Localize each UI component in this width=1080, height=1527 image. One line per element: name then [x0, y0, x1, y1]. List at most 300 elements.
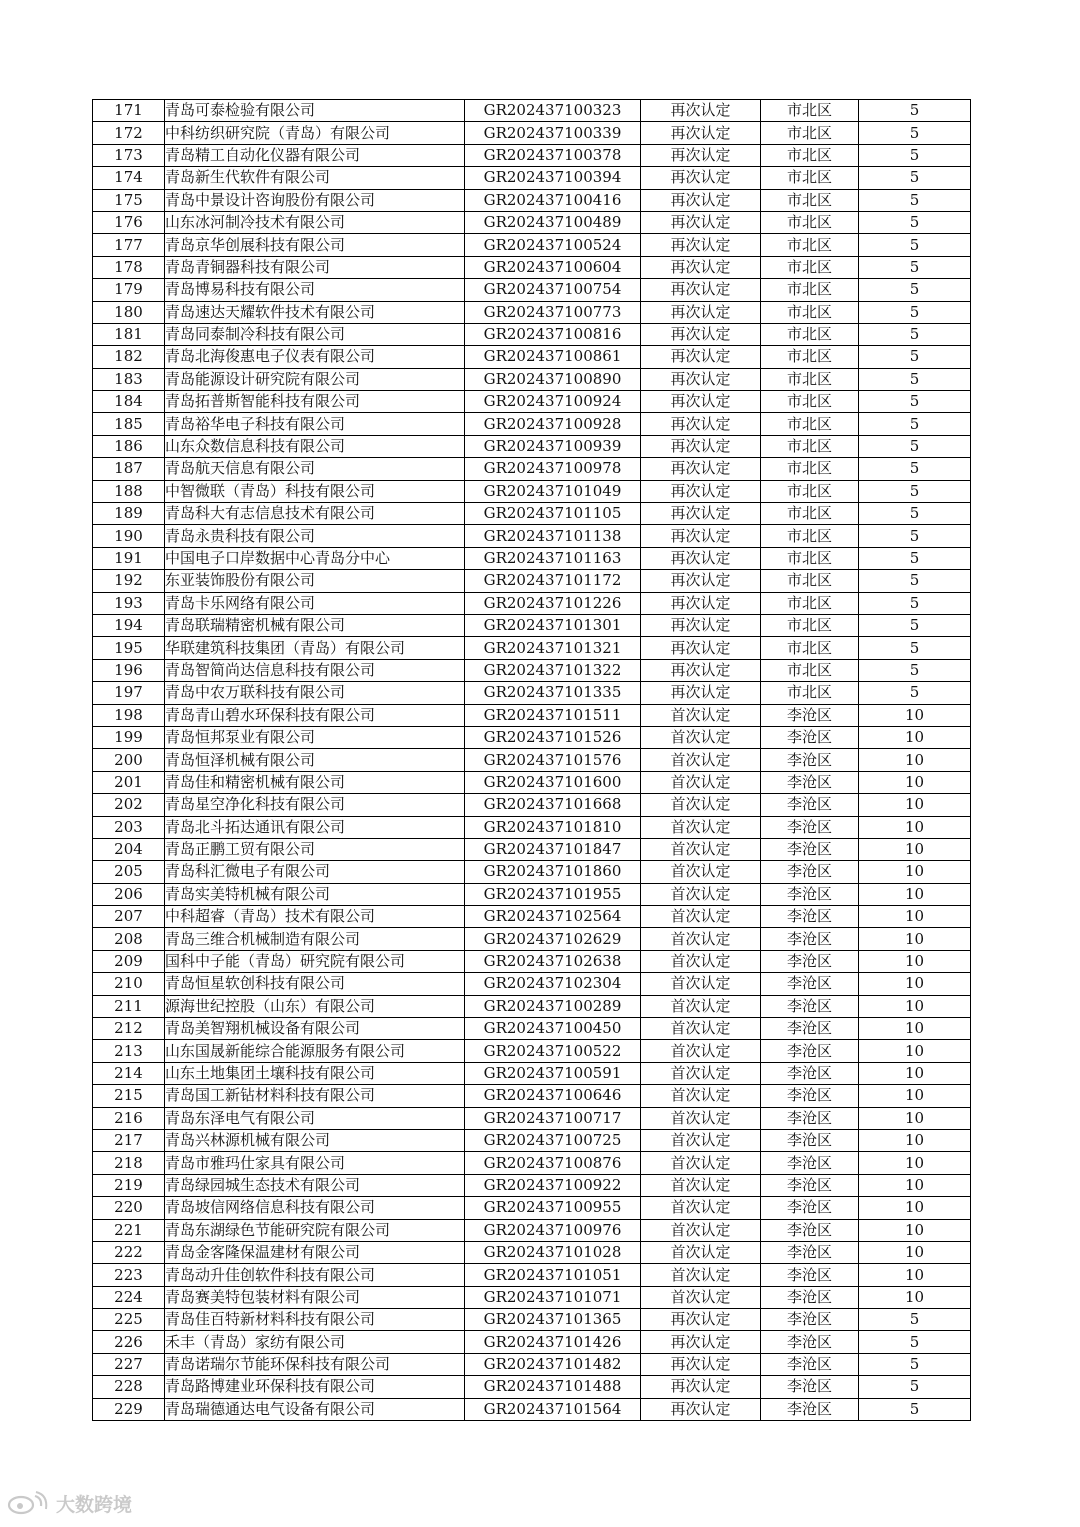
- table-row: [93, 346, 971, 368]
- table-row: [93, 1264, 971, 1286]
- certificate-number-cell: GR202437101482: [465, 1353, 641, 1375]
- table-row: [93, 1129, 971, 1151]
- district-cell: 李沧区: [761, 1018, 859, 1040]
- district-cell: 市北区: [761, 480, 859, 502]
- company-name-cell: 青岛智简尚达信息科技有限公司: [165, 659, 465, 681]
- district-cell: 李沧区: [761, 1398, 859, 1420]
- company-name-cell: 青岛青铜器科技有限公司: [165, 256, 465, 278]
- district-cell: 李沧区: [761, 1264, 859, 1286]
- certification-type-cell: 再次认定: [641, 1376, 761, 1398]
- certificate-number-cell: GR202437100939: [465, 435, 641, 457]
- district-cell: 李沧区: [761, 1174, 859, 1196]
- certification-type-cell: 再次认定: [641, 413, 761, 435]
- table-row: [93, 950, 971, 972]
- score-cell: 10: [859, 1152, 971, 1174]
- score-cell: 5: [859, 391, 971, 413]
- certificate-number-cell: GR202437100646: [465, 1085, 641, 1107]
- district-cell: 市北区: [761, 659, 859, 681]
- certification-type-cell: 首次认定: [641, 861, 761, 883]
- table-row: [93, 413, 971, 435]
- certification-type-cell: 再次认定: [641, 301, 761, 323]
- score-cell: 5: [859, 1331, 971, 1353]
- district-cell: 李沧区: [761, 704, 859, 726]
- score-cell: 5: [859, 100, 971, 122]
- table-row: [93, 816, 971, 838]
- company-name-cell: 青岛佳百特新材料科技有限公司: [165, 1309, 465, 1331]
- certificate-number-cell: GR202437100978: [465, 458, 641, 480]
- certification-type-cell: 首次认定: [641, 1107, 761, 1129]
- table-row: [93, 458, 971, 480]
- table-row: [93, 1309, 971, 1331]
- company-name-cell: 青岛绿园城生态技术有限公司: [165, 1174, 465, 1196]
- certificate-number-cell: GR202437100604: [465, 256, 641, 278]
- row-number-cell: 209: [93, 950, 165, 972]
- certificate-number-cell: GR202437101049: [465, 480, 641, 502]
- score-cell: 10: [859, 906, 971, 928]
- row-number-cell: 174: [93, 167, 165, 189]
- score-cell: 5: [859, 144, 971, 166]
- district-cell: 市北区: [761, 256, 859, 278]
- score-cell: 5: [859, 413, 971, 435]
- score-cell: 10: [859, 1219, 971, 1241]
- certification-type-cell: 再次认定: [641, 1309, 761, 1331]
- table-row: [93, 838, 971, 860]
- row-number-cell: 195: [93, 637, 165, 659]
- score-cell: 10: [859, 1040, 971, 1062]
- certificate-number-cell: GR202437100394: [465, 167, 641, 189]
- certification-type-cell: 再次认定: [641, 458, 761, 480]
- certificate-number-cell: GR202437101028: [465, 1241, 641, 1263]
- company-name-cell: 东亚装饰股份有限公司: [165, 570, 465, 592]
- certification-type-cell: 首次认定: [641, 883, 761, 905]
- certificate-number-cell: GR202437100323: [465, 100, 641, 122]
- row-number-cell: 208: [93, 928, 165, 950]
- table-row: [93, 234, 971, 256]
- weibo-logo-icon: [6, 1490, 52, 1516]
- certification-type-cell: 首次认定: [641, 1219, 761, 1241]
- certificate-number-cell: GR202437100955: [465, 1197, 641, 1219]
- score-cell: 10: [859, 1174, 971, 1196]
- district-cell: 市北区: [761, 570, 859, 592]
- company-name-cell: 青岛科大有志信息技术有限公司: [165, 503, 465, 525]
- district-cell: 市北区: [761, 637, 859, 659]
- certificate-number-cell: GR202437101226: [465, 592, 641, 614]
- table-row: [93, 167, 971, 189]
- score-cell: 5: [859, 1376, 971, 1398]
- row-number-cell: 216: [93, 1107, 165, 1129]
- certificate-number-cell: GR202437100591: [465, 1062, 641, 1084]
- table-row: [93, 435, 971, 457]
- table-row: [93, 614, 971, 636]
- district-cell: 市北区: [761, 301, 859, 323]
- certification-type-cell: 再次认定: [641, 659, 761, 681]
- score-cell: 5: [859, 637, 971, 659]
- company-name-cell: 青岛金客隆保温建材有限公司: [165, 1241, 465, 1263]
- table-row: [93, 861, 971, 883]
- row-number-cell: 202: [93, 794, 165, 816]
- district-cell: 市北区: [761, 122, 859, 144]
- certification-type-cell: 再次认定: [641, 122, 761, 144]
- row-number-cell: 197: [93, 682, 165, 704]
- table-row: [93, 1219, 971, 1241]
- certificate-number-cell: GR202437101426: [465, 1331, 641, 1353]
- certification-type-cell: 首次认定: [641, 1062, 761, 1084]
- row-number-cell: 176: [93, 211, 165, 233]
- certificate-number-cell: GR202437100289: [465, 995, 641, 1017]
- row-number-cell: 203: [93, 816, 165, 838]
- company-name-cell: 青岛国工新钻材料科技有限公司: [165, 1085, 465, 1107]
- district-cell: 李沧区: [761, 1331, 859, 1353]
- row-number-cell: 224: [93, 1286, 165, 1308]
- score-cell: 5: [859, 167, 971, 189]
- company-name-cell: 山东冰河制冷技术有限公司: [165, 211, 465, 233]
- certificate-number-cell: GR202437101365: [465, 1309, 641, 1331]
- score-cell: 10: [859, 794, 971, 816]
- company-name-cell: 青岛实美特机械有限公司: [165, 883, 465, 905]
- company-name-cell: 青岛科汇微电子有限公司: [165, 861, 465, 883]
- company-name-cell: 中科纺织研究院（青岛）有限公司: [165, 122, 465, 144]
- district-cell: 李沧区: [761, 1152, 859, 1174]
- score-cell: 5: [859, 682, 971, 704]
- company-name-cell: 青岛青山碧水环保科技有限公司: [165, 704, 465, 726]
- certification-type-cell: 首次认定: [641, 1040, 761, 1062]
- score-cell: 10: [859, 950, 971, 972]
- district-cell: 市北区: [761, 458, 859, 480]
- certificate-number-cell: GR202437100976: [465, 1219, 641, 1241]
- row-number-cell: 220: [93, 1197, 165, 1219]
- certification-type-cell: 首次认定: [641, 1197, 761, 1219]
- district-cell: 市北区: [761, 592, 859, 614]
- row-number-cell: 172: [93, 122, 165, 144]
- table-row: [93, 525, 971, 547]
- district-cell: 李沧区: [761, 950, 859, 972]
- certification-type-cell: 再次认定: [641, 234, 761, 256]
- district-cell: 市北区: [761, 525, 859, 547]
- district-cell: 市北区: [761, 211, 859, 233]
- district-cell: 市北区: [761, 167, 859, 189]
- row-number-cell: 178: [93, 256, 165, 278]
- certificate-number-cell: GR202437101138: [465, 525, 641, 547]
- score-cell: 10: [859, 995, 971, 1017]
- company-name-cell: 青岛北斗拓达通讯有限公司: [165, 816, 465, 838]
- row-number-cell: 198: [93, 704, 165, 726]
- certification-type-cell: 再次认定: [641, 323, 761, 345]
- score-cell: 5: [859, 458, 971, 480]
- district-cell: 李沧区: [761, 838, 859, 860]
- score-cell: 10: [859, 1085, 971, 1107]
- certificate-number-cell: GR202437100928: [465, 413, 641, 435]
- district-cell: 李沧区: [761, 883, 859, 905]
- certification-type-cell: 再次认定: [641, 1398, 761, 1420]
- certification-type-cell: 再次认定: [641, 1353, 761, 1375]
- table-row: [93, 726, 971, 748]
- certificate-number-cell: GR202437101526: [465, 726, 641, 748]
- district-cell: 李沧区: [761, 794, 859, 816]
- certification-type-cell: 再次认定: [641, 189, 761, 211]
- table-row: [93, 592, 971, 614]
- score-cell: 10: [859, 704, 971, 726]
- district-cell: 李沧区: [761, 973, 859, 995]
- row-number-cell: 193: [93, 592, 165, 614]
- row-number-cell: 173: [93, 144, 165, 166]
- certificate-number-cell: GR202437100339: [465, 122, 641, 144]
- company-name-cell: 华联建筑科技集团（青岛）有限公司: [165, 637, 465, 659]
- company-name-cell: 青岛赛美特包装材料有限公司: [165, 1286, 465, 1308]
- district-cell: 李沧区: [761, 906, 859, 928]
- row-number-cell: 194: [93, 614, 165, 636]
- certificate-number-cell: GR202437101576: [465, 749, 641, 771]
- table-row: [93, 682, 971, 704]
- certificate-number-cell: GR202437101163: [465, 547, 641, 569]
- certificate-number-cell: GR202437101105: [465, 503, 641, 525]
- certification-type-cell: 再次认定: [641, 1331, 761, 1353]
- score-cell: 5: [859, 323, 971, 345]
- company-name-cell: 青岛航天信息有限公司: [165, 458, 465, 480]
- district-cell: 李沧区: [761, 1286, 859, 1308]
- certificate-number-cell: GR202437101322: [465, 659, 641, 681]
- table-row: [93, 1353, 971, 1375]
- score-cell: 10: [859, 1107, 971, 1129]
- row-number-cell: 211: [93, 995, 165, 1017]
- certificate-number-cell: GR202437100816: [465, 323, 641, 345]
- certification-type-cell: 再次认定: [641, 503, 761, 525]
- score-cell: 10: [859, 771, 971, 793]
- district-cell: 市北区: [761, 234, 859, 256]
- row-number-cell: 210: [93, 973, 165, 995]
- company-name-cell: 青岛能源设计研究院有限公司: [165, 368, 465, 390]
- score-cell: 5: [859, 301, 971, 323]
- table-row: [93, 391, 971, 413]
- district-cell: 李沧区: [761, 1219, 859, 1241]
- district-cell: 市北区: [761, 503, 859, 525]
- company-name-cell: 山东国晟新能综合能源服务有限公司: [165, 1040, 465, 1062]
- row-number-cell: 187: [93, 458, 165, 480]
- score-cell: 5: [859, 570, 971, 592]
- score-cell: 5: [859, 614, 971, 636]
- company-name-cell: 青岛博易科技有限公司: [165, 279, 465, 301]
- company-name-cell: 青岛星空净化科技有限公司: [165, 794, 465, 816]
- certificate-number-cell: GR202437101564: [465, 1398, 641, 1420]
- row-number-cell: 212: [93, 1018, 165, 1040]
- score-cell: 5: [859, 189, 971, 211]
- score-cell: 5: [859, 592, 971, 614]
- district-cell: 李沧区: [761, 1040, 859, 1062]
- score-cell: 5: [859, 279, 971, 301]
- district-cell: 李沧区: [761, 1353, 859, 1375]
- certification-type-cell: 首次认定: [641, 973, 761, 995]
- company-name-cell: 青岛联瑞精密机械有限公司: [165, 614, 465, 636]
- company-name-cell: 国科中子能（青岛）研究院有限公司: [165, 950, 465, 972]
- score-cell: 10: [859, 838, 971, 860]
- row-number-cell: 171: [93, 100, 165, 122]
- score-cell: 5: [859, 525, 971, 547]
- table-row: [93, 1062, 971, 1084]
- company-name-cell: 中科超睿（青岛）技术有限公司: [165, 906, 465, 928]
- certificate-number-cell: GR202437100754: [465, 279, 641, 301]
- row-number-cell: 186: [93, 435, 165, 457]
- company-name-cell: 山东土地集团土壤科技有限公司: [165, 1062, 465, 1084]
- district-cell: 李沧区: [761, 1197, 859, 1219]
- company-name-cell: 青岛恒邦泵业有限公司: [165, 726, 465, 748]
- table-body: [93, 100, 971, 1421]
- table-row: [93, 1107, 971, 1129]
- district-cell: 李沧区: [761, 1107, 859, 1129]
- certification-type-cell: 再次认定: [641, 167, 761, 189]
- row-number-cell: 184: [93, 391, 165, 413]
- certification-type-cell: 再次认定: [641, 637, 761, 659]
- certification-type-cell: 首次认定: [641, 704, 761, 726]
- certificate-number-cell: GR202437101847: [465, 838, 641, 860]
- score-cell: 5: [859, 234, 971, 256]
- row-number-cell: 222: [93, 1241, 165, 1263]
- certification-type-cell: 首次认定: [641, 1085, 761, 1107]
- score-cell: 10: [859, 1264, 971, 1286]
- row-number-cell: 204: [93, 838, 165, 860]
- certification-type-cell: 首次认定: [641, 1241, 761, 1263]
- district-cell: 市北区: [761, 614, 859, 636]
- table-row: [93, 1174, 971, 1196]
- district-cell: 市北区: [761, 413, 859, 435]
- certification-type-cell: 首次认定: [641, 950, 761, 972]
- table-row: [93, 547, 971, 569]
- row-number-cell: 207: [93, 906, 165, 928]
- district-cell: 李沧区: [761, 995, 859, 1017]
- score-cell: 5: [859, 547, 971, 569]
- score-cell: 10: [859, 1129, 971, 1151]
- row-number-cell: 181: [93, 323, 165, 345]
- row-number-cell: 217: [93, 1129, 165, 1151]
- certificate-number-cell: GR202437101071: [465, 1286, 641, 1308]
- score-cell: 10: [859, 816, 971, 838]
- row-number-cell: 179: [93, 279, 165, 301]
- district-cell: 市北区: [761, 346, 859, 368]
- district-cell: 市北区: [761, 144, 859, 166]
- company-name-cell: 青岛可泰检验有限公司: [165, 100, 465, 122]
- score-cell: 10: [859, 1241, 971, 1263]
- company-name-cell: 青岛卡乐网络有限公司: [165, 592, 465, 614]
- row-number-cell: 223: [93, 1264, 165, 1286]
- company-name-cell: 青岛裕华电子科技有限公司: [165, 413, 465, 435]
- row-number-cell: 189: [93, 503, 165, 525]
- certification-type-cell: 首次认定: [641, 794, 761, 816]
- certificate-number-cell: GR202437100876: [465, 1152, 641, 1174]
- certificate-number-cell: GR202437101051: [465, 1264, 641, 1286]
- certification-type-cell: 再次认定: [641, 100, 761, 122]
- score-cell: 10: [859, 1062, 971, 1084]
- company-name-cell: 青岛速达天耀软件技术有限公司: [165, 301, 465, 323]
- certification-type-cell: 再次认定: [641, 480, 761, 502]
- table-row: [93, 1018, 971, 1040]
- certificate-number-cell: GR202437100489: [465, 211, 641, 233]
- district-cell: 市北区: [761, 100, 859, 122]
- table-row: [93, 704, 971, 726]
- company-name-cell: 青岛瑞德通达电气设备有限公司: [165, 1398, 465, 1420]
- row-number-cell: 175: [93, 189, 165, 211]
- certificate-number-cell: GR202437101335: [465, 682, 641, 704]
- certification-type-cell: 首次认定: [641, 726, 761, 748]
- certificate-number-cell: GR202437102564: [465, 906, 641, 928]
- table-row: [93, 368, 971, 390]
- row-number-cell: 229: [93, 1398, 165, 1420]
- certificate-number-cell: GR202437100524: [465, 234, 641, 256]
- score-cell: 5: [859, 1353, 971, 1375]
- certification-type-cell: 再次认定: [641, 279, 761, 301]
- company-name-cell: 中智微联（青岛）科技有限公司: [165, 480, 465, 502]
- row-number-cell: 180: [93, 301, 165, 323]
- score-cell: 5: [859, 659, 971, 681]
- company-name-cell: 青岛同泰制冷科技有限公司: [165, 323, 465, 345]
- certification-type-cell: 再次认定: [641, 211, 761, 233]
- certificate-number-cell: GR202437101600: [465, 771, 641, 793]
- row-number-cell: 185: [93, 413, 165, 435]
- district-cell: 市北区: [761, 189, 859, 211]
- certificate-number-cell: GR202437100416: [465, 189, 641, 211]
- certification-type-cell: 再次认定: [641, 346, 761, 368]
- certification-type-cell: 首次认定: [641, 771, 761, 793]
- company-name-cell: 青岛三维合机械制造有限公司: [165, 928, 465, 950]
- certificate-number-cell: GR202437100890: [465, 368, 641, 390]
- table-row: [93, 771, 971, 793]
- certificate-number-cell: GR202437102629: [465, 928, 641, 950]
- district-cell: 李沧区: [761, 1241, 859, 1263]
- watermark-text: 大数跨境: [56, 1493, 133, 1516]
- certification-type-cell: 首次认定: [641, 1152, 761, 1174]
- score-cell: 5: [859, 368, 971, 390]
- district-cell: 李沧区: [761, 771, 859, 793]
- score-cell: 10: [859, 1018, 971, 1040]
- score-cell: 5: [859, 346, 971, 368]
- district-cell: 李沧区: [761, 726, 859, 748]
- company-name-cell: 青岛精工自动化仪器有限公司: [165, 144, 465, 166]
- row-number-cell: 182: [93, 346, 165, 368]
- score-cell: 10: [859, 928, 971, 950]
- company-name-cell: 青岛中农万联科技有限公司: [165, 682, 465, 704]
- table-row: [93, 749, 971, 771]
- score-cell: 5: [859, 211, 971, 233]
- certificate-number-cell: GR202437101488: [465, 1376, 641, 1398]
- table-row: [93, 189, 971, 211]
- certification-type-cell: 首次认定: [641, 1264, 761, 1286]
- district-cell: 市北区: [761, 547, 859, 569]
- district-cell: 李沧区: [761, 749, 859, 771]
- certification-type-cell: 再次认定: [641, 614, 761, 636]
- row-number-cell: 219: [93, 1174, 165, 1196]
- certification-type-cell: 再次认定: [641, 525, 761, 547]
- score-cell: 5: [859, 503, 971, 525]
- row-number-cell: 196: [93, 659, 165, 681]
- row-number-cell: 200: [93, 749, 165, 771]
- district-cell: 李沧区: [761, 1376, 859, 1398]
- row-number-cell: 177: [93, 234, 165, 256]
- certification-type-cell: 首次认定: [641, 928, 761, 950]
- company-name-cell: 青岛永贵科技有限公司: [165, 525, 465, 547]
- row-number-cell: 228: [93, 1376, 165, 1398]
- district-cell: 李沧区: [761, 1129, 859, 1151]
- district-cell: 市北区: [761, 368, 859, 390]
- certification-type-cell: 首次认定: [641, 1174, 761, 1196]
- district-cell: 李沧区: [761, 1085, 859, 1107]
- certification-type-cell: 再次认定: [641, 547, 761, 569]
- watermark: [6, 1488, 132, 1518]
- certificate-number-cell: GR202437100450: [465, 1018, 641, 1040]
- certification-type-cell: 再次认定: [641, 391, 761, 413]
- score-cell: 10: [859, 883, 971, 905]
- company-name-cell: 中国电子口岸数据中心青岛分中心: [165, 547, 465, 569]
- certificate-number-cell: GR202437101301: [465, 614, 641, 636]
- table-row: [93, 637, 971, 659]
- company-name-cell: 青岛正鹏工贸有限公司: [165, 838, 465, 860]
- certificate-number-cell: GR202437100522: [465, 1040, 641, 1062]
